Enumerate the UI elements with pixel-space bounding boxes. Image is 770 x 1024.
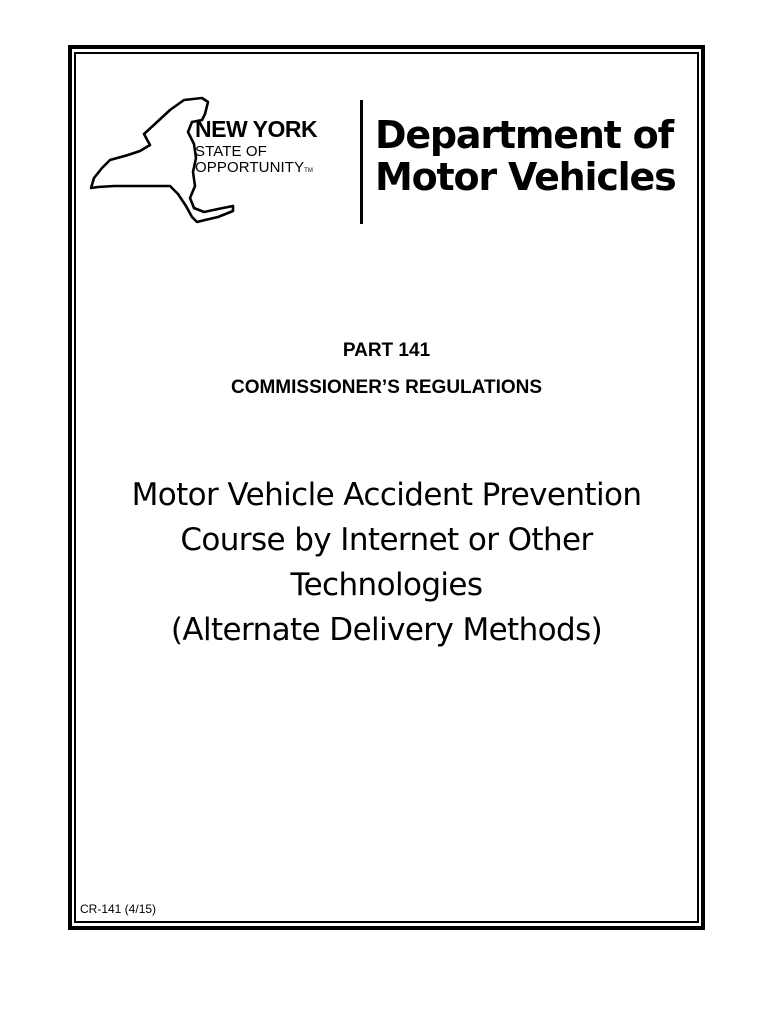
tagline-line2: OPPORTUNITYTM: [195, 159, 314, 176]
course-title-line: (Alternate Delivery Methods): [170, 612, 603, 648]
trademark: TM: [304, 168, 314, 174]
regulations-title: COMMISSIONER’S REGULATIONS: [230, 377, 543, 398]
department-line2: Motor Vehicles: [375, 155, 676, 199]
course-title-line: Course by Internet or Other: [180, 522, 593, 558]
part-number: PART 141: [342, 340, 431, 361]
department-title: [375, 114, 676, 198]
course-title-line: Motor Vehicle Accident Prevention: [131, 477, 642, 513]
department-line1: Department of: [375, 113, 673, 157]
course-title: [74, 473, 699, 653]
course-title-line: Technologies: [290, 567, 483, 603]
form-number: CR-141 (4/15): [80, 902, 157, 916]
state-name: NEW YORK: [195, 116, 318, 142]
logo-divider: [360, 100, 363, 224]
new-york-wordmark: [195, 118, 317, 179]
nys-dmv-logo: [78, 96, 698, 228]
tagline-line1: STATE OF: [195, 143, 267, 160]
